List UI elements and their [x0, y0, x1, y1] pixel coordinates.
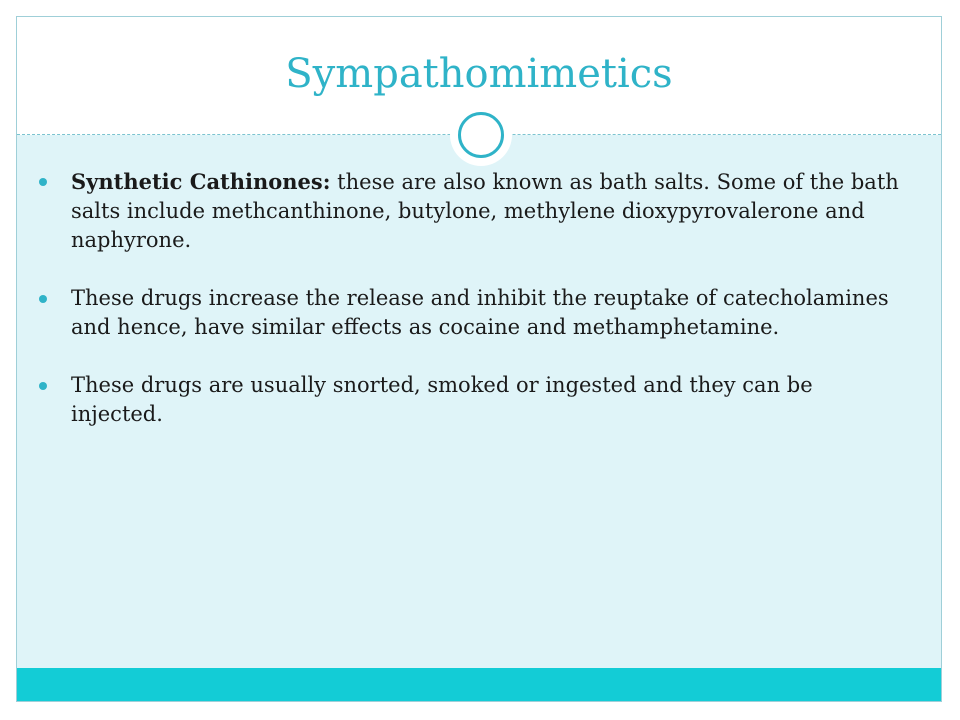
slide-title: Sympathomimetics	[285, 51, 673, 97]
bullet-dot-icon	[39, 178, 47, 186]
footer-bar	[17, 668, 941, 701]
bullet-text: These drugs are usually snorted, smoked or ingested and they can be injected.	[71, 373, 813, 426]
slide	[16, 16, 942, 702]
bullet-item	[39, 167, 909, 255]
bullet-dot-icon	[39, 382, 47, 390]
bullet-item	[39, 371, 909, 429]
bullet-item	[39, 284, 909, 342]
bullet-dot-icon	[39, 295, 47, 303]
circle-ring	[458, 112, 504, 158]
circle-ornament-icon	[450, 104, 512, 166]
slide-content	[39, 167, 909, 429]
bullet-text: these are also known as bath salts. Some of the bath salts include methcanthinone, butylone, methylene dioxypyrovalerone and naphyrone.	[71, 170, 899, 252]
bullet-text: These drugs increase the release and inhibit the reuptake of catecholamines and hence, have similar effects as cocaine and methamphetamine.	[71, 286, 889, 339]
bullet-term: Synthetic Cathinones:	[71, 169, 331, 194]
